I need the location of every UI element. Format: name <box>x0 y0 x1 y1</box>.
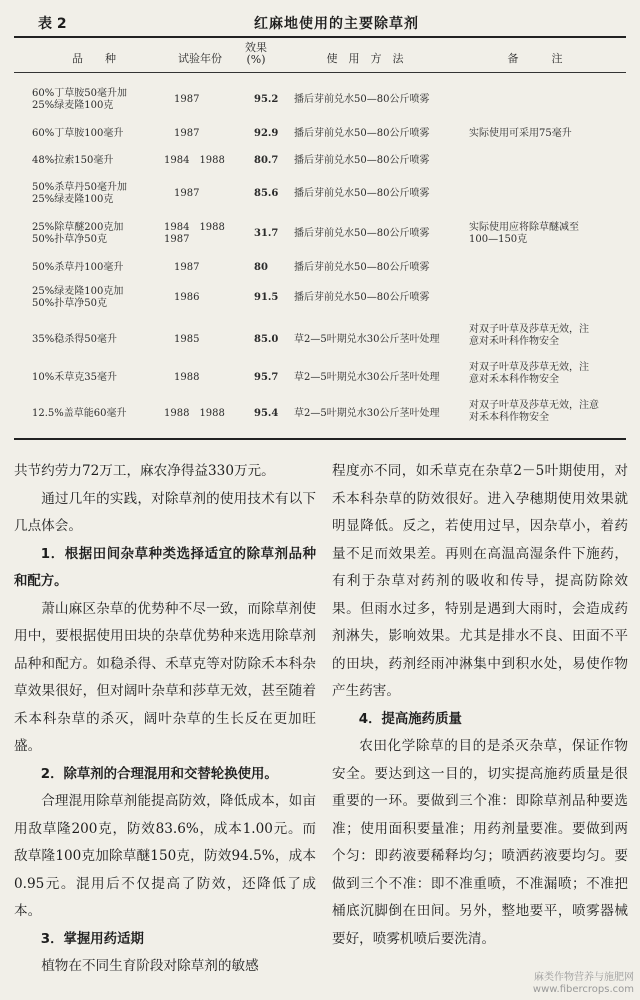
paragraph: 农田化学除草的目的是杀灭杂草，保证作物安全。要达到这一目的，切实提高施药质量是很重要的一环。要做到三个准：即除草剂品种要选准；使用面积要量准；用药剂量要准。要做到两个匀：即药液要稀释均匀；喷洒药液要均匀。要做到三个不准：即不准重喷，不准漏喷；不准把桶底沉脚倒在田间。另外，整地要平，喷雾器械要好，喷雾机喷后要洗清。 <box>332 738 628 947</box>
cell-item: 60%丁草胺100毫升 <box>32 128 124 139</box>
header-year: 试验年份 <box>178 52 222 65</box>
cell-effect: 95.4 <box>254 408 279 419</box>
cell-method: 草2—5叶期兑水30公斤茎叶处理 <box>294 408 440 419</box>
paragraph: 萧山麻区杂草的优势种不尽一致，而除草剂使用中，要根据使用田块的杂草优势种来选用除草剂品种和配方。如稳杀得、禾草克等对防除禾本科杂草效果很好，但对阔叶杂草和莎草无效，甚至随着禾本科杂草的杀灭，阔叶杂草的生长反在更加旺盛。 <box>14 600 316 754</box>
body-column-right <box>332 458 628 953</box>
cell-year: 1987 <box>174 262 200 273</box>
header-item: 品 种 <box>72 52 116 65</box>
cell-method: 播后芽前兑水50—80公斤喷雾 <box>294 188 430 199</box>
cell-method: 草2—5叶期兑水30公斤茎叶处理 <box>294 372 440 383</box>
cell-year: 1988 1988 <box>164 408 225 419</box>
cell-effect: 85.0 <box>254 334 279 345</box>
cell-effect: 92.9 <box>254 128 279 139</box>
table-top-rule <box>14 36 626 38</box>
cell-item: 60%丁草胺50毫升加 25%绿麦隆100克 <box>32 88 127 111</box>
cell-item: 50%杀草丹50毫升加 25%绿麦隆100克 <box>32 182 127 205</box>
cell-year: 1987 <box>174 128 200 139</box>
cell-item: 12.5%盖草能60毫升 <box>32 408 127 419</box>
cell-year: 1986 <box>174 292 200 303</box>
cell-year: 1988 <box>174 372 200 383</box>
cell-note: 实际使用应将除草醚减至 100—150克 <box>469 222 579 245</box>
cell-effect: 80.7 <box>254 155 279 166</box>
cell-year: 1987 <box>174 188 200 199</box>
cell-year: 1984 1988 <box>164 155 225 166</box>
paragraph: 程度亦不同，如禾草克在杂草2－5叶期使用，对禾本科杂草的防效很好。进入孕穗期使用效果就明显降低。反之，若使用过早，因杂草小，着药量不足而效果差。再则在高温高湿条件下施药，有利于杂草对药剂的吸收和传导，提高防除效果。但雨水过多，特别是遇到大雨时，会造成药剂淋失，影响效果。尤其是排水不良、田面不平的田块，药剂经雨冲淋集中到积水处，易使作物产生药害。 <box>332 463 628 699</box>
cell-note: 对双子叶草及莎草无效，注 意对禾叶科作物安全 <box>469 324 589 347</box>
cell-year: 1984 1988 1987 <box>164 222 225 245</box>
table-bottom-rule <box>14 438 626 440</box>
cell-item: 25%除草醚200克加 50%扑草净50克 <box>32 222 124 245</box>
cell-effect: 85.6 <box>254 188 279 199</box>
cell-item: 48%拉索150毫升 <box>32 155 114 166</box>
body-column-left <box>14 458 316 981</box>
cell-effect: 95.2 <box>254 94 279 105</box>
cell-year: 1985 <box>174 334 200 345</box>
paragraph: 共节约劳力72万工，麻农净得益330万元。 <box>14 463 275 479</box>
cell-note: 对双子叶草及莎草无效，注 意对禾本科作物安全 <box>469 362 589 385</box>
cell-effect: 80 <box>254 262 268 273</box>
section-heading: 3．掌握用药适期 <box>40 931 144 947</box>
section-heading: 4．提高施药质量 <box>358 711 462 727</box>
paragraph: 通过几年的实践，对除草剂的使用技术有以下几点体会。 <box>14 490 316 534</box>
cell-item: 35%稳杀得50毫升 <box>32 334 117 345</box>
cell-item: 10%禾草克35毫升 <box>32 372 117 383</box>
cell-method: 播后芽前兑水50—80公斤喷雾 <box>294 292 430 303</box>
cell-effect: 31.7 <box>254 228 279 239</box>
paragraph: 合理混用除草剂能提高防效，降低成本，如亩用敌草隆200克，防效83.6%，成本1.00元。而敌草隆100克加除草醚150克，防效94.5%，成本0.95元。混用后不仅提高了防效，还降低了成本。 <box>14 793 316 919</box>
header-effect: 效果 (%) <box>245 41 267 66</box>
table-header-rule <box>14 72 626 73</box>
cell-note: 实际使用可采用75毫升 <box>469 128 572 139</box>
cell-note: 对双子叶草及莎草无效，注意 对禾本科作物安全 <box>469 400 599 423</box>
cell-item: 25%绿麦隆100克加 50%扑草净50克 <box>32 286 124 309</box>
site-watermark: 麻类作物营养与施肥网 www.fibercrops.com <box>532 972 634 995</box>
cell-method: 播后芽前兑水50—80公斤喷雾 <box>294 128 430 139</box>
table-number: 表 2 <box>38 16 67 32</box>
cell-method: 草2—5叶期兑水30公斤茎叶处理 <box>294 334 440 345</box>
cell-method: 播后芽前兑水50—80公斤喷雾 <box>294 155 430 166</box>
table-title: 红麻地使用的主要除草剂 <box>254 16 419 32</box>
cell-item: 50%杀草丹100毫升 <box>32 262 124 273</box>
cell-method: 播后芽前兑水50—80公斤喷雾 <box>294 262 430 273</box>
cell-method: 播后芽前兑水50—80公斤喷雾 <box>294 94 430 105</box>
header-method: 使 用 方 法 <box>326 52 404 65</box>
paragraph: 植物在不同生育阶段对除草剂的敏感 <box>41 958 259 974</box>
header-note: 备 注 <box>507 52 563 65</box>
cell-effect: 95.7 <box>254 372 279 383</box>
section-heading: 2．除草剂的合理混用和交替轮换使用。 <box>40 766 278 782</box>
cell-method: 播后芽前兑水50—80公斤喷雾 <box>294 228 430 239</box>
cell-effect: 91.5 <box>254 292 279 303</box>
cell-year: 1987 <box>174 94 200 105</box>
section-heading: 1．根据田间杂草种类选择适宜的除草剂品种和配方。 <box>14 546 316 589</box>
